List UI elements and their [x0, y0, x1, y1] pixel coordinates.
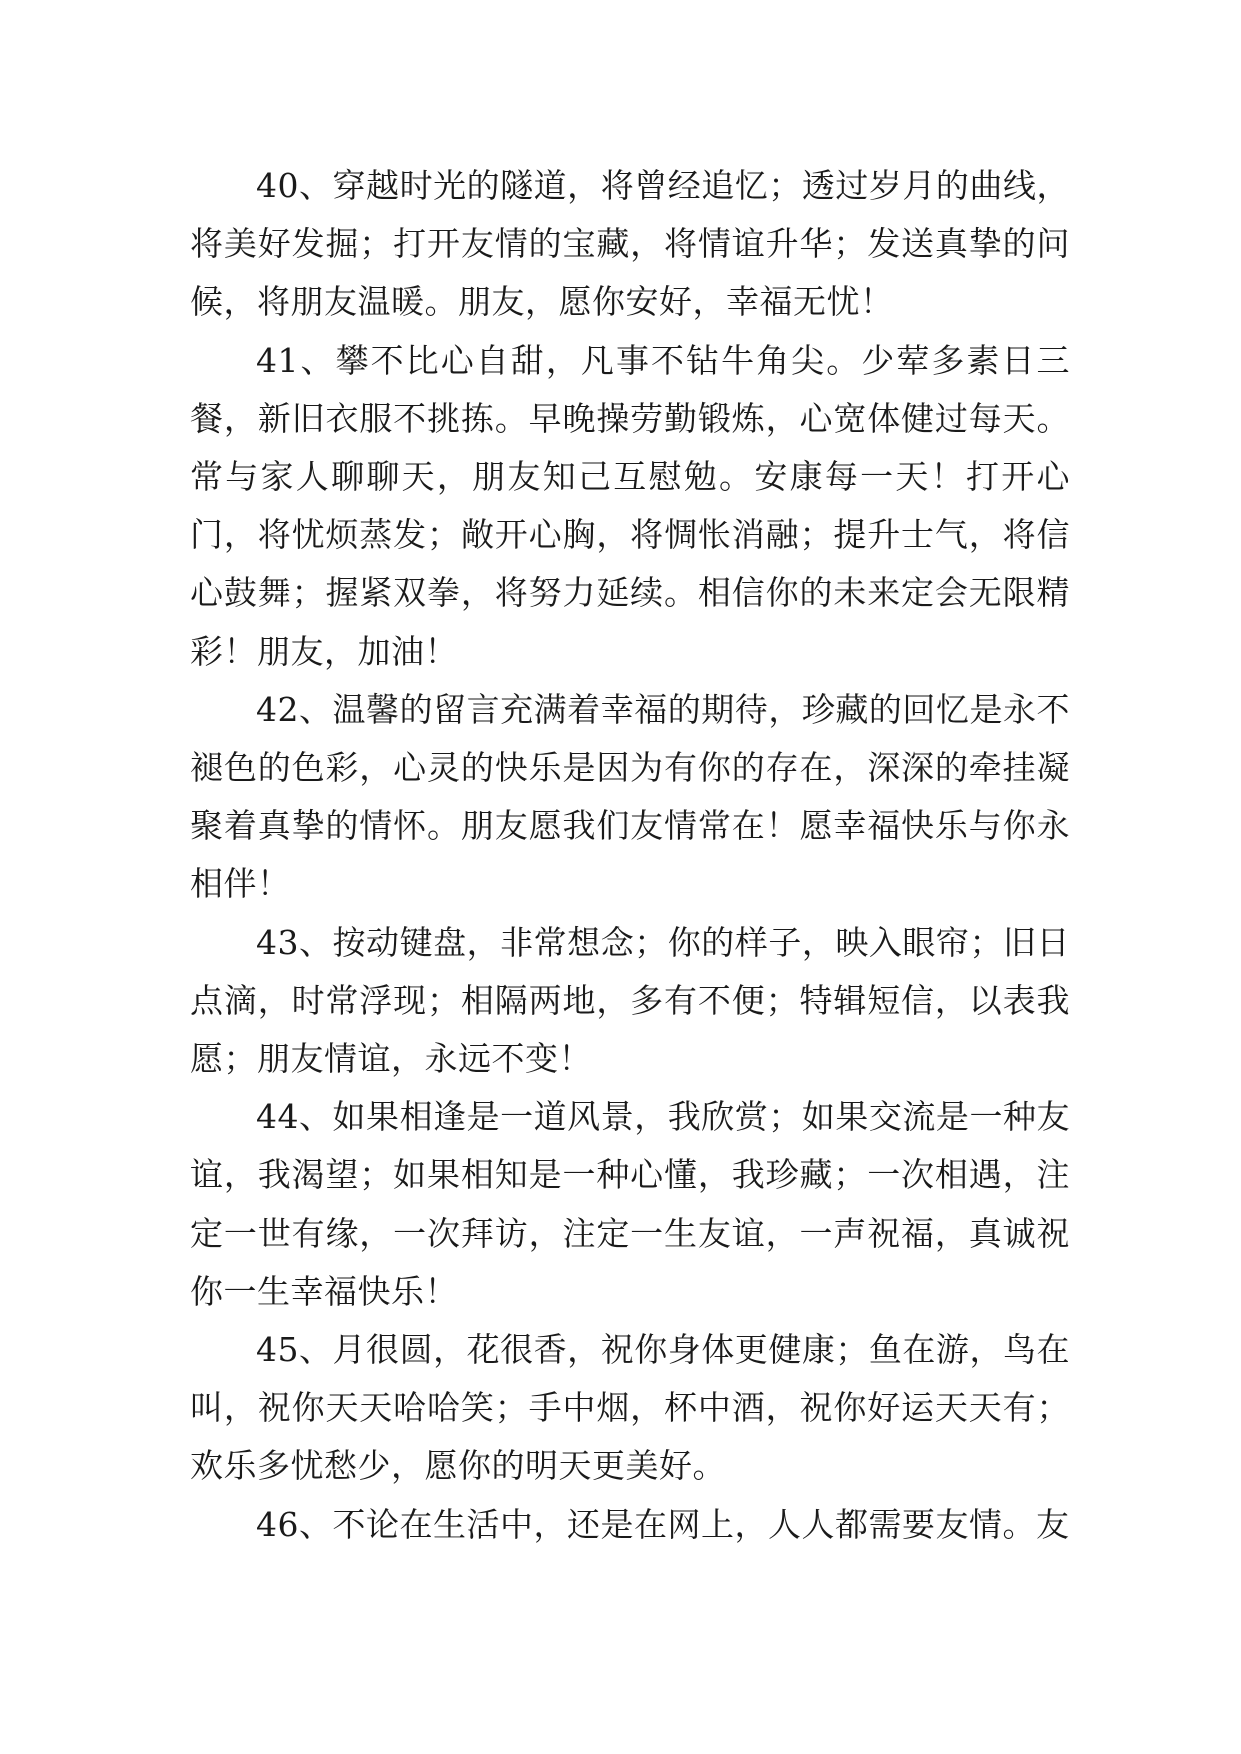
paragraph-41: 41、攀不比心自甜，凡事不钻牛角尖。少荤多素日三餐，新旧衣服不挑拣。早晚操劳勤锻炼，心宽体健过每天。常与家人聊聊天，朋友知己互慰勉。安康每一天！打开心门，将忧烦蒸发；敞开心胸，将惆怅消融；提升士气，将信心鼓舞；握紧双拳，将努力延续。相信你的未来定会无限精彩！朋友，加油！ [190, 340, 1070, 671]
paragraph-40: 40、穿越时光的隧道，将曾经追忆；透过岁月的曲线，将美好发掘；打开友情的宝藏，将情谊升华；发送真挚的问候，将朋友温暖。朋友，愿你安好，幸福无忧！ [190, 166, 1070, 322]
paragraph-43: 43、按动键盘，非常想念；你的样子，映入眼帘；旧日点滴，时常浮现；相隔两地，多有不便；特辑短信，以表我愿；朋友情谊，永远不变！ [190, 922, 1070, 1079]
paragraph-42: 42、温馨的留言充满着幸福的期待，珍藏的回忆是永不褪色的色彩，心灵的快乐是因为有你的存在，深深的牵挂凝聚着真挚的情怀。朋友愿我们友情常在！愿幸福快乐与你永相伴！ [190, 689, 1070, 904]
paragraph-45: 45、月很圆，花很香，祝你身体更健康；鱼在游，鸟在叫，祝你天天哈哈笑；手中烟，杯中酒，祝你好运天天有；欢乐多忧愁少，愿你的明天更美好。 [190, 1330, 1070, 1486]
paragraph-44: 44、如果相逢是一道风景，我欣赏；如果交流是一种友谊，我渴望；如果相知是一种心懂，我珍藏；一次相遇，注定一世有缘，一次拜访，注定一生友谊，一声祝福，真诚祝你一生幸福快乐！ [190, 1097, 1070, 1311]
paragraph-46: 46、不论在生活中，还是在网上，人人都需要友情。友 [256, 1504, 1070, 1544]
document-body [190, 157, 1070, 1554]
